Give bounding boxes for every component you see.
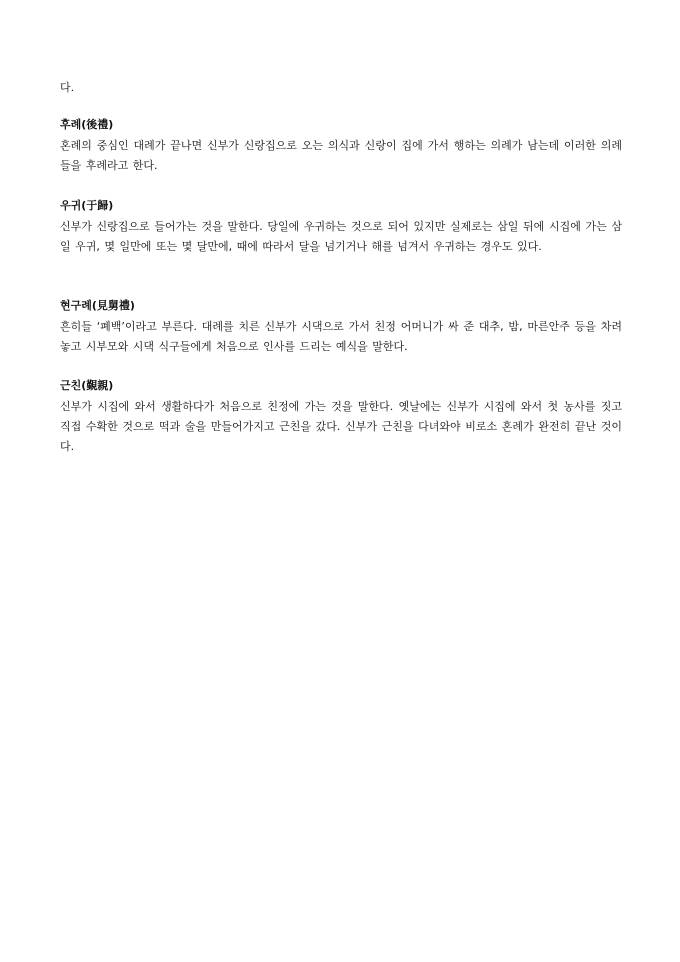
section-hurye (60, 117, 622, 176)
section-geunchin (60, 378, 622, 457)
section-heading: 현구례(見舅禮) (60, 299, 135, 312)
section-heading: 근친(覲親) (60, 379, 114, 392)
continued-text: 다. (60, 81, 75, 94)
section-heading: 우귀(于歸) (60, 199, 114, 212)
section-heading: 후례(後禮) (60, 118, 114, 131)
section-ugwi (60, 198, 622, 257)
section-body: 신부가 시집에 와서 생활하다가 처음으로 친정에 가는 것을 말한다. 옛날에는 신부가 시집에 와서 첫 농사를 짓고 직접 수확한 것으로 떡과 술을 만들어가지고 근친을 갔다. 신부가 근친을 다녀와야 비로소 혼례가 완전히 끝난 것이다. (60, 400, 622, 453)
section-hyeongurye (60, 298, 622, 357)
section-body: 혼례의 중심인 대례가 끝나면 신부가 신랑집으로 오는 의식과 신랑이 집에 가서 행하는 의례가 남는데 이러한 의례들을 후례라고 한다. (60, 139, 622, 172)
section-body: 흔히들 ‘폐백’이라고 부른다. 대례를 치른 신부가 시댁으로 가서 친정 어머니가 싸 준 대추, 밤, 마른안주 등을 차려놓고 시부모와 시댁 식구들에게 처음으로 인사를 드리는 예식을 말한다. (60, 320, 622, 353)
section-body: 신부가 신랑집으로 들어가는 것을 말한다. 당일에 우귀하는 것으로 되어 있지만 실제로는 삼일 뒤에 시집에 가는 삼일 우귀, 몇 일만에 또는 몇 달만에, 때에 따라서 달을 넘기거나 해를 넘겨서 우귀하는 경우도 있다. (60, 220, 622, 253)
document-page (60, 0, 622, 962)
